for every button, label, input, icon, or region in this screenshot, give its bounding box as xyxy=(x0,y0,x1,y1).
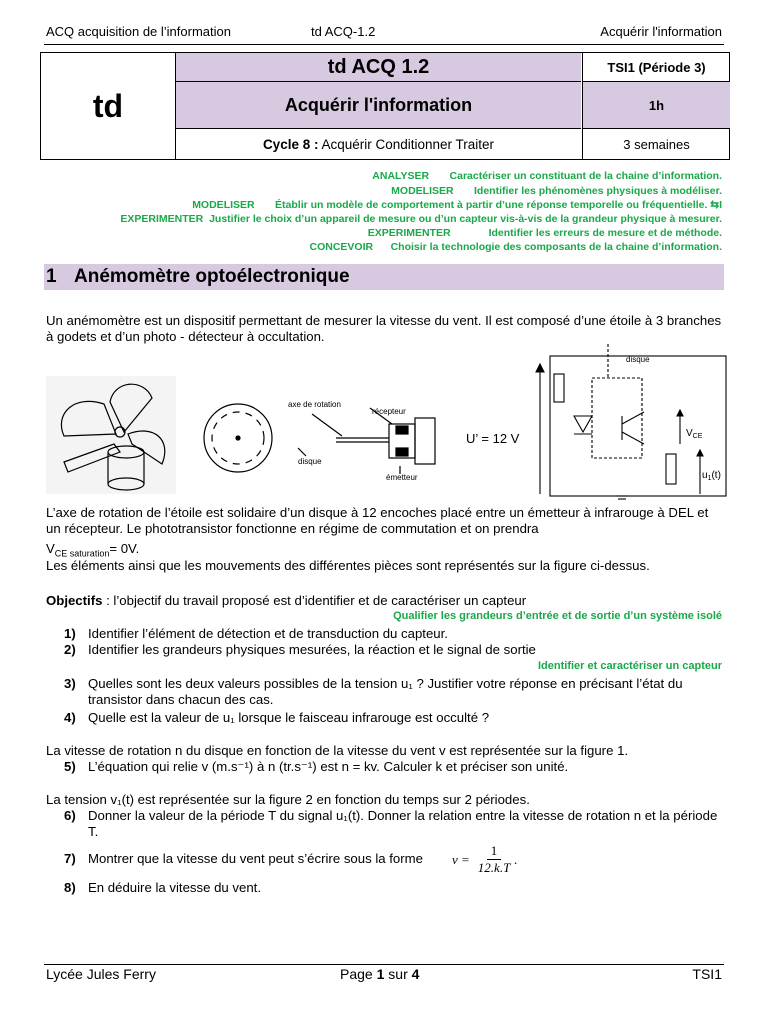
objective-2: MODELISER Identifier les phénomènes physiques à modéliser. xyxy=(391,185,722,197)
circuit-schematic xyxy=(536,344,726,499)
objective-1: ANALYSER Caractériser un constituant de la chaine d’information. xyxy=(372,170,722,182)
question-8: 8) En déduire la vitesse du vent. xyxy=(64,880,262,895)
label-recepteur: récepteur xyxy=(372,407,406,416)
header-rule xyxy=(44,44,724,45)
para-tension: La tension v₁(t) est représentée sur la figure 2 en fonction du temps sur 2 périodes. xyxy=(46,792,530,807)
footer-rule xyxy=(44,964,724,965)
objective-5: EXPERIMENTER Identifier les erreurs de mesure et de méthode. xyxy=(367,227,722,239)
para-vitesse: La vitesse de rotation n du disque en fonction de la vitesse du vent v est représentée sur la figure 1. xyxy=(46,743,629,758)
section-heading xyxy=(44,264,724,290)
label-u-prime: U’ = 12 V xyxy=(466,431,520,446)
footer-right: TSI1 xyxy=(692,966,722,982)
question-7: 7) Montrer que la vitesse du vent peut s’écrire sous la forme xyxy=(64,851,423,866)
anemometer-drawing xyxy=(46,376,176,494)
para-vce: $V_{CE saturation}= 0V$. xyxy=(46,541,140,559)
label-emetteur: émetteur xyxy=(386,473,418,482)
formula-denominator: 12.k.T xyxy=(477,860,511,875)
question-2: 2) Identifier les grandeurs physiques mesurées, la réaction et le signal de sortie xyxy=(64,642,536,657)
td-label: td xyxy=(41,53,176,159)
notched-disk-drawing xyxy=(204,404,272,472)
header-left: ACQ acquisition de l’information xyxy=(46,24,231,39)
formula-numerator: 1 xyxy=(487,843,502,860)
duration-label: 1h xyxy=(582,82,730,129)
section-number: 1 xyxy=(46,266,57,287)
green-identifier: Identifier et caractériser un capteur xyxy=(537,660,722,672)
green-qualifier: Qualifier les grandeurs d’entrée et de sortie d’un système isolé xyxy=(393,610,722,622)
formula-end: . xyxy=(514,851,518,867)
cycle-line xyxy=(176,129,581,159)
header-center: td ACQ-1.2 xyxy=(311,24,376,39)
header-right: Acquérir l'information xyxy=(600,24,722,39)
question-1: 1) Identifier l’élément de détection et de transduction du capteur. xyxy=(64,626,448,641)
objective-4: EXPERIMENTER Justifier le choix d’un appareil de mesure ou d’un capteur vis-à-vis de la grandeur physique à mesurer. xyxy=(120,213,722,225)
figure-illustration xyxy=(44,344,728,500)
question-5: 5) L’équation qui relie v (m.s⁻¹) à n (tr.s⁻¹) est n = kv. Calculer k et préciser son unité. xyxy=(64,759,569,774)
label-u1: $u_1(t)$ xyxy=(702,470,721,482)
objectifs-paragraph: Objectifs : l’objectif du travail proposé est d’identifier et de caractériser un capteur xyxy=(46,593,527,608)
class-label: TSI1 (Période 3) xyxy=(582,53,730,82)
question-4: 4) Quelle est la valeur de u₁ lorsque le faisceau infrarouge est occulté ? xyxy=(64,710,490,725)
formula xyxy=(452,843,518,876)
weeks-label: 3 semaines xyxy=(582,129,730,159)
formula-lhs: v = xyxy=(452,851,470,867)
label-axe: axe de rotation xyxy=(288,400,341,409)
title-block xyxy=(40,52,730,160)
doc-subtitle: Acquérir l'information xyxy=(176,82,581,129)
objective-6: CONCEVOIR Choisir la technologie des composants de la chaine d’information. xyxy=(309,241,722,253)
label-vce: $V_{CE}$ xyxy=(686,428,703,440)
para-elements: Les éléments ainsi que les mouvements des différentes pièces sont représentés sur la figure ci-dessus. xyxy=(46,558,650,573)
section-title: Anémomètre optoélectronique xyxy=(74,266,350,287)
cycle-label: Cycle 8 : xyxy=(262,136,319,152)
footer-left: Lycée Jules Ferry xyxy=(46,966,156,982)
question-6: 6) Donner la valeur de la période T du signal u₁(t). Donner la relation entre la vitesse de rotation n et la période T. xyxy=(64,808,718,839)
footer-page: Page 1 sur 4 xyxy=(340,966,420,982)
doc-title: td ACQ 1.2 xyxy=(176,53,581,82)
objective-3: MODELISER Établir un modèle de comportement à partir d’une réponse temporelle ou fréquentielle. ⇆I xyxy=(192,199,722,211)
cycle-text: Acquérir Conditionner Traiter xyxy=(318,136,495,152)
question-3: 3) Quelles sont les deux valeurs possibles de la tension u₁ ? Justifier votre réponse en précisant l’état du transistor dans chacun des cas. xyxy=(64,676,683,707)
label-disque-circuit: disque xyxy=(626,355,650,364)
para-rotation: L’axe de rotation de l’étoile est solidaire d’un disque à 12 encoches placé entre un émetteur à infrarouge à DEL et un récepteur. Le phototransistor fonctionne en régime de commutation et on prendra xyxy=(46,505,709,536)
intro-paragraph: Un anémomètre est un dispositif permettant de mesurer la vitesse du vent. Il est composé d’une étoile à 3 branches à godets et d’un photo - détecteur à occultation. xyxy=(46,313,722,344)
label-disque: disque xyxy=(298,457,322,466)
